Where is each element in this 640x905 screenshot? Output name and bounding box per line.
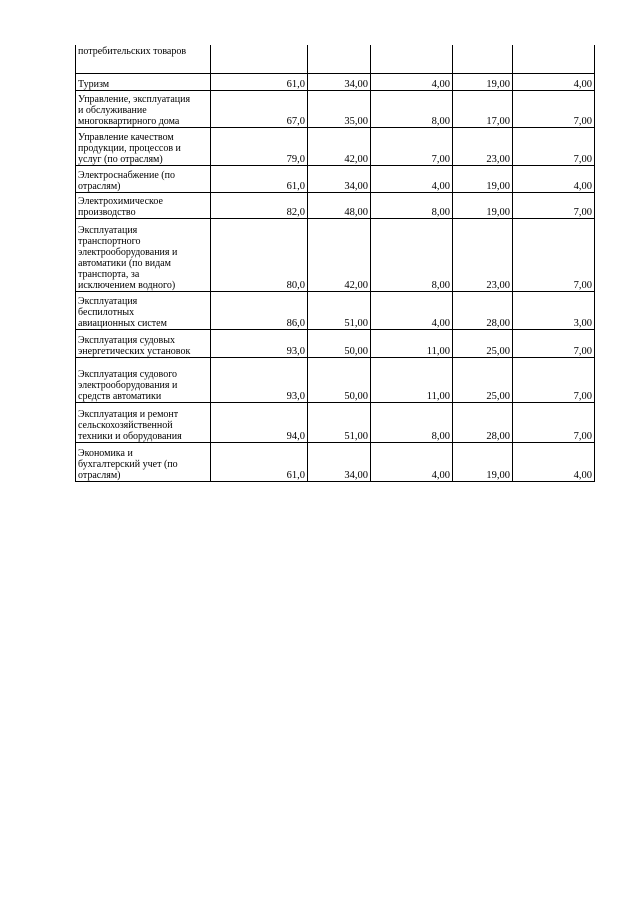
- value-cell: 23,00: [453, 218, 513, 291]
- value-cell: 7,00: [513, 329, 595, 357]
- value-cell: 3,00: [513, 291, 595, 329]
- value-cell: 35,00: [308, 90, 371, 127]
- value-cell: 82,0: [211, 192, 308, 218]
- specialty-name-cell: Экономика и бухгалтерский учет (по отраслям): [76, 442, 211, 481]
- table-row: [76, 218, 595, 291]
- value-cell: 25,00: [453, 329, 513, 357]
- value-cell: 50,00: [308, 329, 371, 357]
- specialty-name-cell: Электроснабжение (по отраслям): [76, 165, 211, 192]
- specialty-name-cell: Эксплуатация транспортного электрооборудования и автоматики (по видам транспорта, за исключением водного): [76, 218, 211, 291]
- value-cell: 48,00: [308, 192, 371, 218]
- value-cell: 19,00: [453, 442, 513, 481]
- value-cell: [308, 45, 371, 73]
- table-row: [76, 291, 595, 329]
- table-row: [76, 192, 595, 218]
- specialty-name-cell: потребительских товаров: [76, 45, 211, 73]
- value-cell: 7,00: [513, 127, 595, 165]
- value-cell: [211, 45, 308, 73]
- value-cell: 19,00: [453, 165, 513, 192]
- value-cell: 7,00: [513, 90, 595, 127]
- value-cell: 61,0: [211, 73, 308, 90]
- value-cell: 28,00: [453, 402, 513, 442]
- value-cell: 51,00: [308, 291, 371, 329]
- value-cell: 34,00: [308, 165, 371, 192]
- value-cell: 8,00: [371, 218, 453, 291]
- value-cell: 7,00: [371, 127, 453, 165]
- table-row: [76, 357, 595, 402]
- value-cell: 25,00: [453, 357, 513, 402]
- value-cell: 7,00: [513, 218, 595, 291]
- value-cell: 67,0: [211, 90, 308, 127]
- specialty-name-cell: Эксплуатация судовых энергетических установок: [76, 329, 211, 357]
- table-row: [76, 402, 595, 442]
- specialty-name-cell: Туризм: [76, 73, 211, 90]
- value-cell: 86,0: [211, 291, 308, 329]
- value-cell: 79,0: [211, 127, 308, 165]
- value-cell: 28,00: [453, 291, 513, 329]
- specialty-hours-table: [75, 45, 595, 482]
- value-cell: 19,00: [453, 73, 513, 90]
- value-cell: 61,0: [211, 442, 308, 481]
- table-row: [76, 90, 595, 127]
- value-cell: 34,00: [308, 442, 371, 481]
- value-cell: 11,00: [371, 329, 453, 357]
- value-cell: 7,00: [513, 357, 595, 402]
- value-cell: 17,00: [453, 90, 513, 127]
- table-row: [76, 442, 595, 481]
- specialty-name-cell: Электрохимическое производство: [76, 192, 211, 218]
- value-cell: 8,00: [371, 192, 453, 218]
- value-cell: 93,0: [211, 357, 308, 402]
- table-row: [76, 329, 595, 357]
- value-cell: 80,0: [211, 218, 308, 291]
- value-cell: [453, 45, 513, 73]
- value-cell: 42,00: [308, 218, 371, 291]
- specialty-name-cell: Управление, эксплуатация и обслуживание многоквартирного дома: [76, 90, 211, 127]
- value-cell: 7,00: [513, 192, 595, 218]
- value-cell: [513, 45, 595, 73]
- value-cell: 93,0: [211, 329, 308, 357]
- value-cell: 51,00: [308, 402, 371, 442]
- value-cell: 11,00: [371, 357, 453, 402]
- specialty-name-cell: Эксплуатация судового электрооборудования и средств автоматики: [76, 357, 211, 402]
- value-cell: 42,00: [308, 127, 371, 165]
- value-cell: 4,00: [371, 291, 453, 329]
- value-cell: [371, 45, 453, 73]
- value-cell: 4,00: [371, 165, 453, 192]
- value-cell: 50,00: [308, 357, 371, 402]
- value-cell: 7,00: [513, 402, 595, 442]
- value-cell: 4,00: [513, 73, 595, 90]
- value-cell: 4,00: [513, 442, 595, 481]
- value-cell: 8,00: [371, 90, 453, 127]
- value-cell: 4,00: [371, 73, 453, 90]
- specialty-name-cell: Эксплуатация и ремонт сельскохозяйственной техники и оборудования: [76, 402, 211, 442]
- value-cell: 34,00: [308, 73, 371, 90]
- value-cell: 94,0: [211, 402, 308, 442]
- value-cell: 19,00: [453, 192, 513, 218]
- table-row: [76, 127, 595, 165]
- table-row: [76, 73, 595, 90]
- value-cell: 23,00: [453, 127, 513, 165]
- table-row: [76, 165, 595, 192]
- specialty-name-cell: Управление качеством продукции, процессов и услуг (по отраслям): [76, 127, 211, 165]
- specialty-name-cell: Эксплуатация беспилотных авиационных систем: [76, 291, 211, 329]
- table-row: [76, 45, 595, 73]
- value-cell: 8,00: [371, 402, 453, 442]
- value-cell: 61,0: [211, 165, 308, 192]
- value-cell: 4,00: [371, 442, 453, 481]
- value-cell: 4,00: [513, 165, 595, 192]
